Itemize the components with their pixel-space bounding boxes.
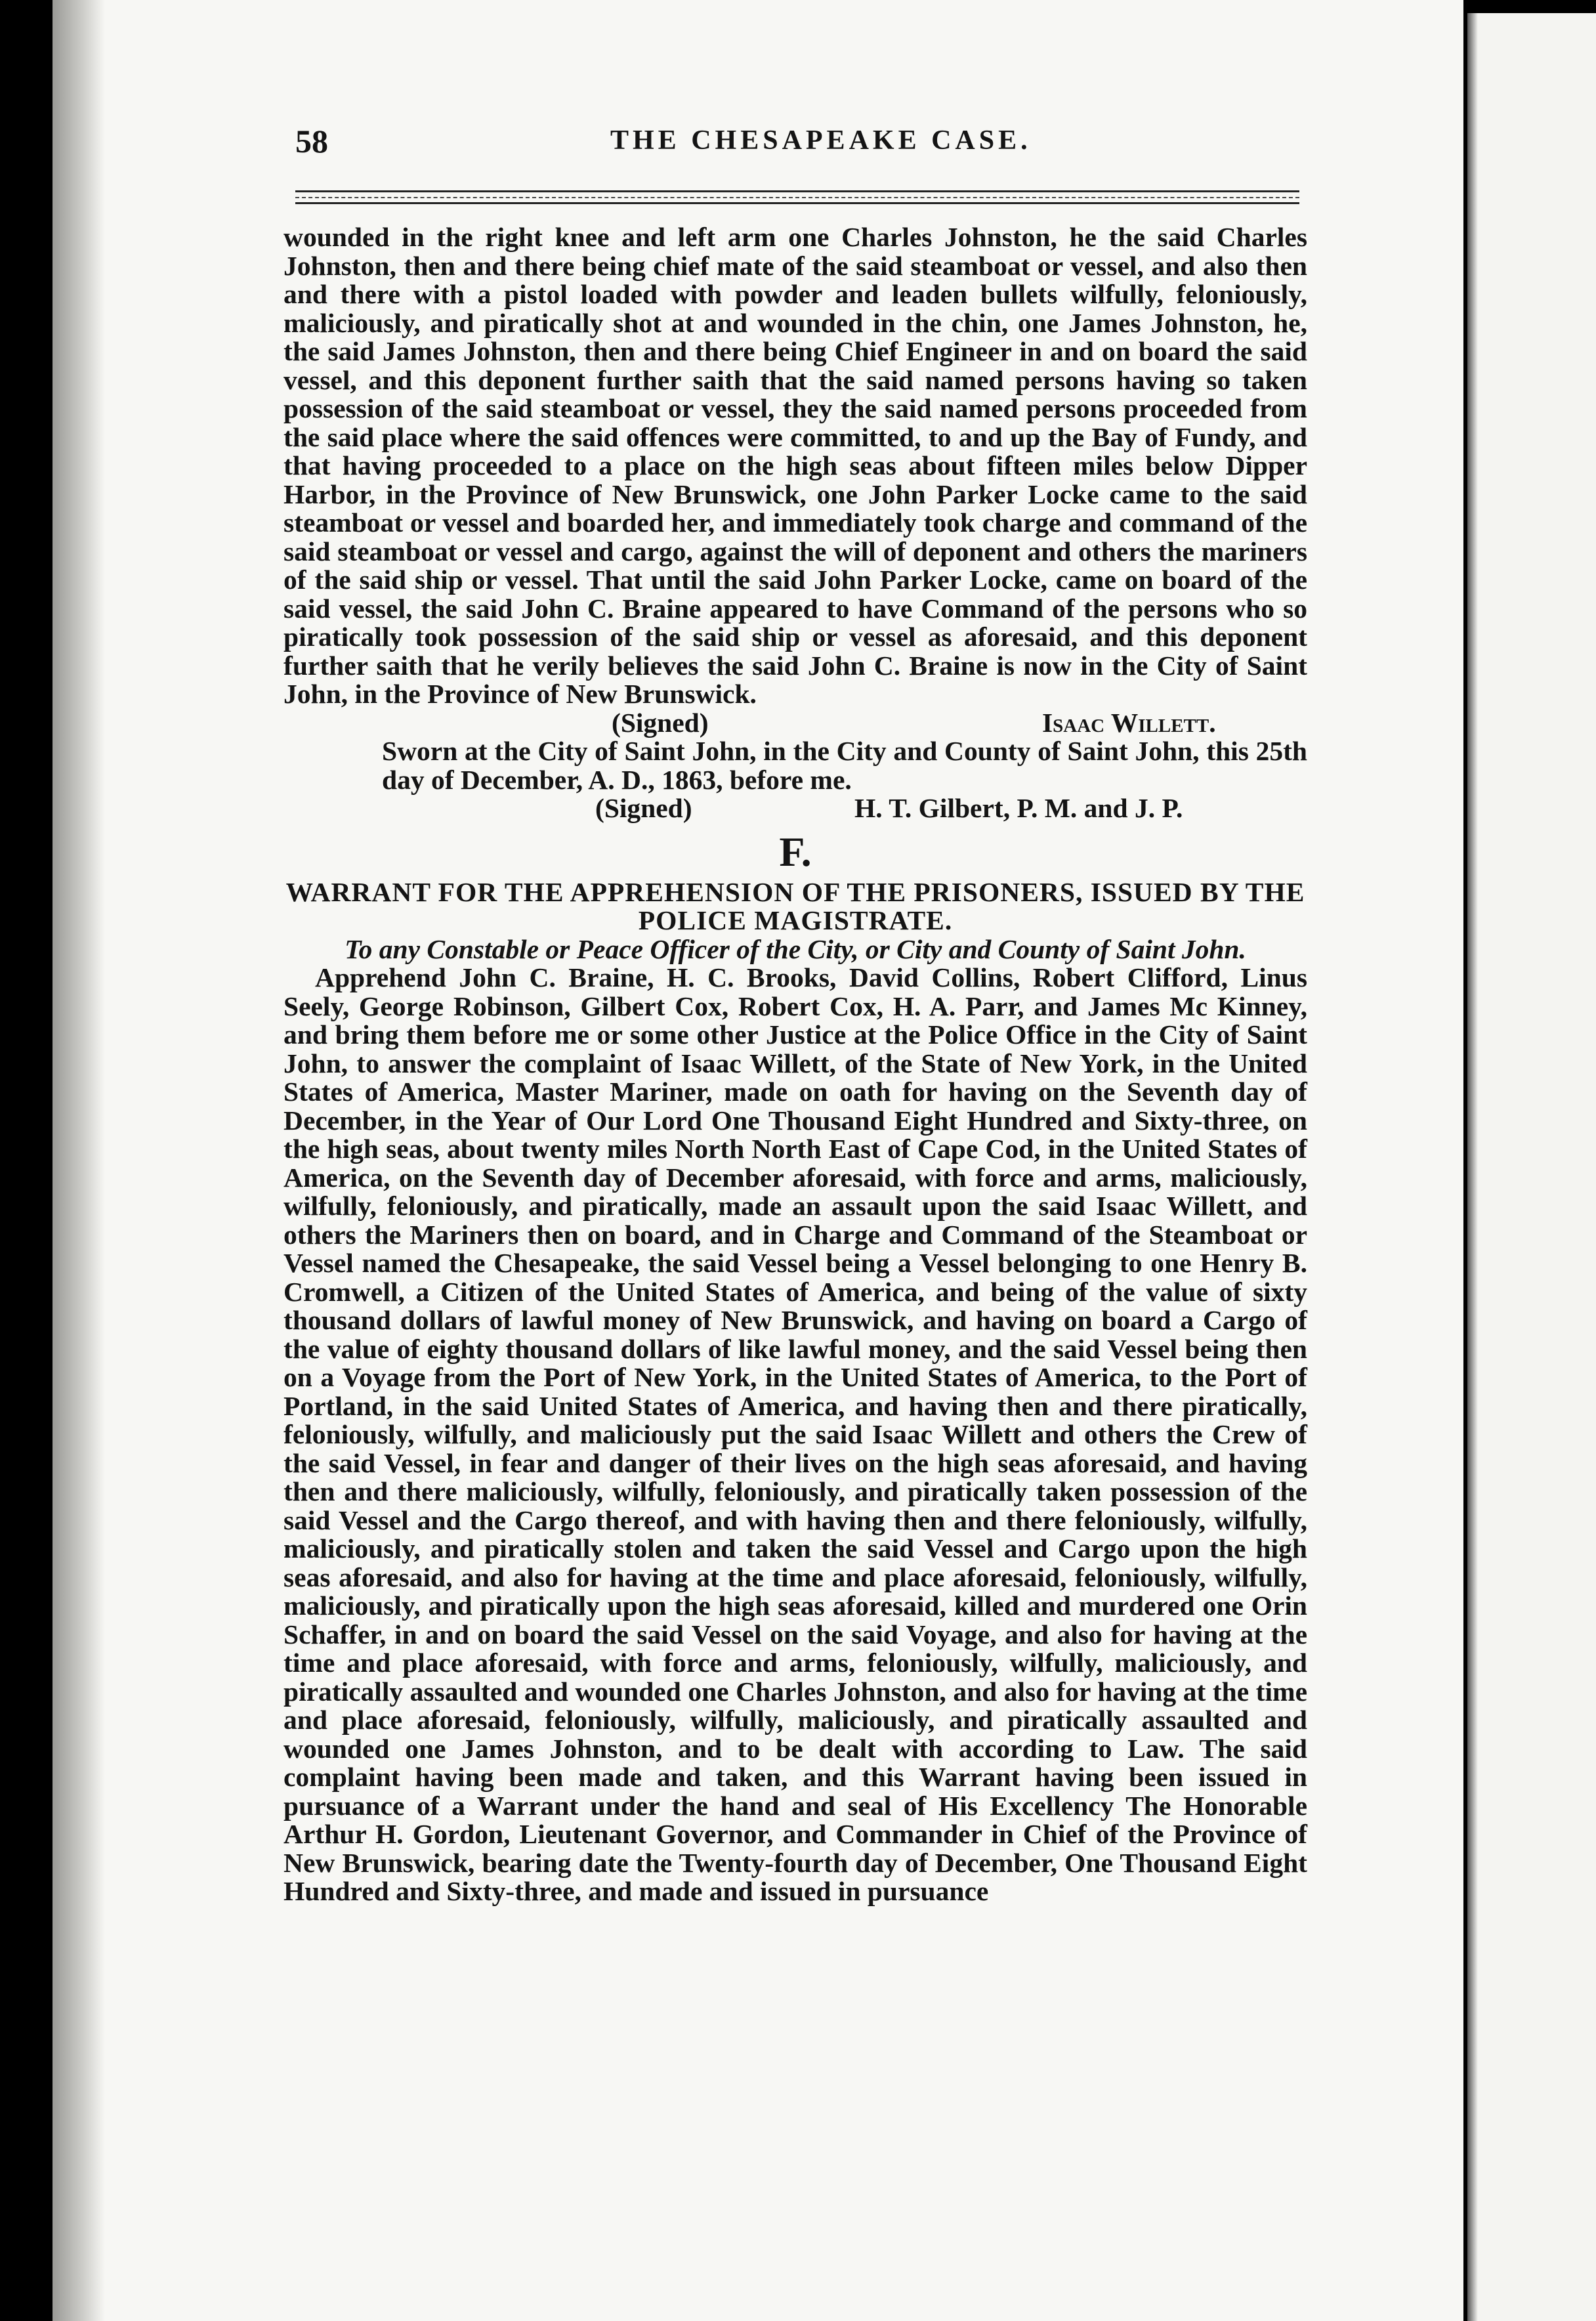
signature-line bbox=[284, 709, 1307, 738]
page-number: 58 bbox=[295, 123, 328, 160]
warrant-body: Apprehend John C. Braine, H. C. Brooks, David Collins, Robert Clifford, Linus Seely, George Robinson, Gilbert Cox, Robert Cox, H. A. Parr, and James Mc Kinney, and bring them before me or some other Justice at the Police Office in the City of Saint John, to answer the complaint of Isaac Willett, of the State of New York, in the United States of America, Master Mariner, made on oath for having on the Seventh day of December, in the Year of Our Lord One Thousand Eight Hundred and Sixty-three, on the high seas, about twenty miles North North East of Cape Cod, in the United States of America, on the Seventh day of December aforesaid, with force and arms, maliciously, wilfully, feloniously, and piratically, made an assault upon the said Isaac Willett, and others the Mariners then on board, and in Charge and Command of the Steamboat or Vessel named the Chesapeake, the said Vessel being a Vessel belonging to one Henry B. Cromwell, a Citizen of the United States of America, and being of the value of sixty thousand dollars of lawful money of New Brunswick, and having on board a Cargo of the value of eighty thousand dollars of like lawful money, and the said Vessel being then on a Voyage from the Port of New York, in the United States of America, to the Port of Portland, in the said United States of America, and having then and there piratically, feloniously, wilfully, and maliciously put the said Isaac Willett and others the Crew of the said Vessel, in fear and danger of their lives on the high seas aforesaid, and having then and there maliciously, wilfully, feloniously, and piratically taken possession of the said Vessel and the Cargo thereof, and with having then and there feloniously, wilfully, maliciously, and piratically stolen and taken the said Vessel and Cargo upon the high seas aforesaid, and also for having at the time and place aforesaid, feloniously, wilfully, maliciously, and piratically upon the high seas aforesaid, killed and murdered one Orin Schaffer, in and on board the said Vessel on the said Voyage, and also for having at the time and place aforesaid, with force and arms, feloniously, wilfully, maliciously, and piratically assaulted and wounded one Charles Johnston, and also for having at the time and place aforesaid, feloniously, wilfully, maliciously, and piratically assaulted and wounded one James Johnston, and to be dealt with according to Law. The said complaint having been made and taken, and this Warrant having been issued in pursuance of a Warrant under the hand and seal of His Excellency The Honorable Arthur H. Gordon, Lieutenant Governor, and Commander in Chief of the Province of New Brunswick, bearing date the Twenty-fourth day of December, One Thousand Eight Hundred and Sixty-three, and made and issued in pursuance bbox=[284, 962, 1307, 1906]
header-rule-dashed bbox=[295, 197, 1299, 198]
officer-name: H. T. Gilbert, P. M. and J. P. bbox=[854, 793, 1183, 823]
signer-name: Isaac Willett. bbox=[1042, 707, 1216, 738]
section-heading: WARRANT FOR THE APPREHENSION OF THE PRISONERS, ISSUED BY THE POLICE MAGISTRATE. bbox=[285, 876, 1305, 935]
deposition-paragraph: wounded in the right knee and left arm one Charles Johnston, he the said Charles Johnston, then and there being chief mate of the said steamboat or vessel, and also then and there with a pistol loaded with powder and leaden bullets wilfully, feloniously, maliciously, and piratically shot at and wounded in the chin, one James Johnston, he, the said James Johnston, then and there being Chief Engineer in and on board the said vessel, and this deponent further saith that the said named persons having so taken possession of the said steamboat or vessel, they the said named persons proceeded from the said place where the said offences were committed, to and up the Bay of Fundy, and that having proceeded to a place on the high seas about fifteen miles below Dipper Harbor, in the Province of New Brunswick, one John Parker Locke came to the said steamboat or vessel and boarded her, and immediately took charge and command of the said steamboat or vessel and cargo, against the will of deponent and others the mariners of the said ship or vessel. That until the said John Parker Locke, came on board of the said vessel, the said John C. Braine appeared to have Command of the persons who so piratically took possession of the said ship or vessel as aforesaid, and this deponent further saith that he verily believes the said John C. Braine is now in the City of Saint John, in the Province of New Brunswick. bbox=[284, 222, 1307, 709]
signed-label: (Signed) bbox=[612, 707, 709, 738]
signed-label-2: (Signed) bbox=[595, 793, 692, 823]
page-gutter bbox=[52, 0, 105, 2321]
facing-page-edge bbox=[1467, 13, 1596, 2321]
sworn-statement: Sworn at the City of Saint John, in the City and County of Saint John, this 25th day of December, A. D., 1863, before me. bbox=[382, 736, 1307, 795]
officer-signature-line bbox=[284, 794, 1307, 823]
header-rule-lower bbox=[295, 202, 1299, 204]
header-rule bbox=[295, 190, 1299, 192]
section-letter: F. bbox=[779, 828, 812, 875]
warrant-address: To any Constable or Peace Officer of the City, or City and County of Saint John. bbox=[345, 933, 1246, 964]
page-header bbox=[295, 122, 1299, 161]
page-body bbox=[284, 223, 1307, 1906]
running-title: THE CHESAPEAKE CASE. bbox=[610, 125, 1032, 156]
